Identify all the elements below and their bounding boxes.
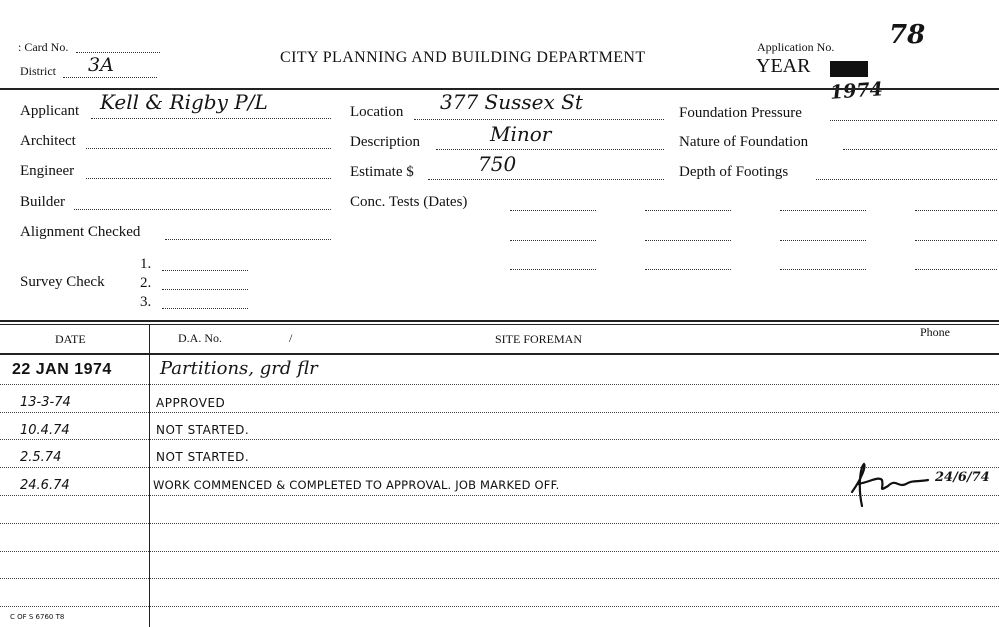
row-rule (0, 439, 999, 440)
log-row-entry: APPROVED (156, 396, 226, 410)
architect-label: Architect (20, 133, 76, 149)
form-code: C OF S 6760 T8 (10, 613, 65, 621)
engineer-label: Engineer (20, 163, 75, 179)
conc-test-blank (780, 210, 866, 211)
log-row-date: 10.4.74 (20, 423, 70, 438)
phone-column-header: Phone (920, 325, 950, 339)
location-line (414, 119, 664, 120)
alignment-line (165, 239, 331, 240)
conc-test-blank (510, 240, 596, 241)
foundation-pressure-label: Foundation Pressure (679, 105, 802, 121)
redacted-year-mark (830, 61, 868, 77)
survey-line-1 (162, 270, 248, 271)
log-row-date: 2.5.74 (20, 450, 62, 465)
depth-footings-label: Depth of Footings (679, 164, 789, 180)
conc-test-blank (915, 269, 997, 270)
log-row-entry: NOT STARTED. (156, 450, 250, 464)
engineer-line (86, 178, 331, 179)
site-foreman-column-header: SITE FOREMAN (495, 332, 583, 346)
location-value: 377 Sussex St (440, 90, 583, 114)
year-label: YEAR (756, 55, 811, 77)
location-label: Location (350, 104, 404, 120)
builder-label: Builder (20, 194, 65, 210)
conc-tests-label: Conc. Tests (Dates) (350, 194, 468, 210)
card-no-line (76, 52, 160, 53)
survey-line-2 (162, 289, 248, 290)
survey-number-2: 2. (140, 275, 152, 291)
card-no-label: : Card No. (18, 40, 69, 54)
applicant-label: Applicant (20, 103, 80, 119)
log-row-entry: NOT STARTED. (156, 423, 250, 437)
nature-foundation-line (843, 149, 997, 150)
estimate-line (428, 179, 664, 180)
da-no-slash: / (289, 331, 293, 345)
row-rule (0, 606, 999, 607)
depth-footings-line (816, 179, 997, 180)
alignment-label: Alignment Checked (20, 224, 141, 240)
signature-mark (848, 458, 938, 512)
applicant-line (91, 118, 331, 119)
survey-line-3 (162, 308, 248, 309)
conc-test-blank (645, 210, 731, 211)
estimate-label: Estimate $ (350, 164, 414, 180)
log-row-entry: WORK COMMENCED & COMPLETED TO APPROVAL. JOB MARKED OFF. (153, 478, 560, 492)
row-rule (0, 551, 999, 552)
survey-number-3: 3. (140, 294, 152, 310)
application-no-label: Application No. (757, 40, 835, 54)
district-label: District (20, 64, 56, 78)
log-row-date: 13-3-74 (20, 395, 71, 410)
row-rule (0, 578, 999, 579)
description-label: Description (350, 134, 420, 150)
department-title: CITY PLANNING AND BUILDING DEPARTMENT (280, 49, 646, 66)
date-column-header: DATE (55, 332, 86, 346)
table-column-divider (149, 324, 150, 627)
district-value: 3A (88, 54, 114, 76)
conc-test-blank (645, 240, 731, 241)
estimate-value: 750 (478, 152, 517, 176)
conc-test-blank (915, 210, 997, 211)
row-rule (0, 384, 999, 385)
conc-test-blank (510, 269, 596, 270)
conc-test-blank (780, 240, 866, 241)
log-row-entry: Partitions, grd flr (160, 358, 318, 379)
year-value: 1974 (829, 78, 884, 104)
conc-test-blank (510, 210, 596, 211)
table-top-rule (0, 320, 999, 322)
architect-line (86, 148, 331, 149)
row-rule (0, 412, 999, 413)
application-no-value: 78 (889, 20, 926, 50)
conc-test-blank (780, 269, 866, 270)
foundation-pressure-line (830, 120, 997, 121)
builder-line (74, 209, 331, 210)
signature-date: 24/6/74 (935, 470, 990, 485)
log-row-date: 24.6.74 (20, 478, 70, 493)
da-no-column-header: D.A. No. (178, 331, 222, 345)
log-row-date: 22 JAN 1974 (12, 361, 112, 378)
row-rule (0, 523, 999, 524)
applicant-value: Kell & Rigby P/L (100, 90, 268, 114)
description-value: Minor (490, 122, 552, 146)
survey-check-label: Survey Check (20, 274, 105, 290)
nature-foundation-label: Nature of Foundation (679, 134, 809, 150)
survey-number-1: 1. (140, 256, 152, 272)
conc-test-blank (645, 269, 731, 270)
district-line (63, 77, 157, 78)
description-line (436, 149, 664, 150)
conc-test-blank (915, 240, 997, 241)
